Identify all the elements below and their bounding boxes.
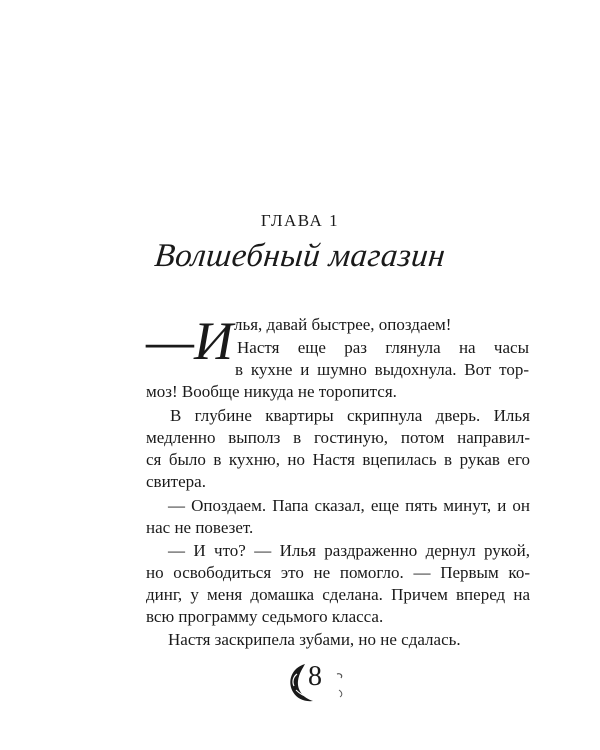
drop-cap: —И <box>146 311 234 371</box>
text-line: лья, давай быстрее, опоздаем! <box>234 315 452 334</box>
text-line: В глубине квартиры скрипнула дверь. Илья <box>170 406 530 425</box>
text-line: но освободиться это не помогло. — Первым ко- <box>146 563 530 582</box>
text-line: — Опоздаем. Папа сказал, еще пять минут, и он <box>168 496 530 515</box>
chapter-title: Волшебный магазин <box>152 238 448 274</box>
page-number: 8 <box>308 661 322 692</box>
text-line: ся было в кухню, но Настя вцепилась в рукав его <box>146 450 530 469</box>
text-line: в кухне и шумно выдохнула. Вот тор- <box>235 360 529 379</box>
text-line: всю программу седьмого класса. <box>146 607 384 626</box>
text-line: медленно выполз в гостиную, потом направил- <box>146 428 530 447</box>
text-line: свитера. <box>146 472 206 491</box>
text-line: динг, у меня домашка сделана. Причем вперед на <box>146 585 530 604</box>
text-line: Настя заскрипела зубами, но не сдалась. <box>168 630 461 649</box>
text-line: — И что? — Илья раздраженно дернул рукой, <box>168 541 530 560</box>
page-number-ornament <box>283 660 353 704</box>
text-line: нас не повезет. <box>146 518 254 537</box>
chapter-label: ГЛАВА 1 <box>260 211 340 230</box>
text-line: моз! Вообще никуда не торопится. <box>146 382 397 401</box>
text-line: Настя еще раз глянула на часы <box>237 338 529 357</box>
